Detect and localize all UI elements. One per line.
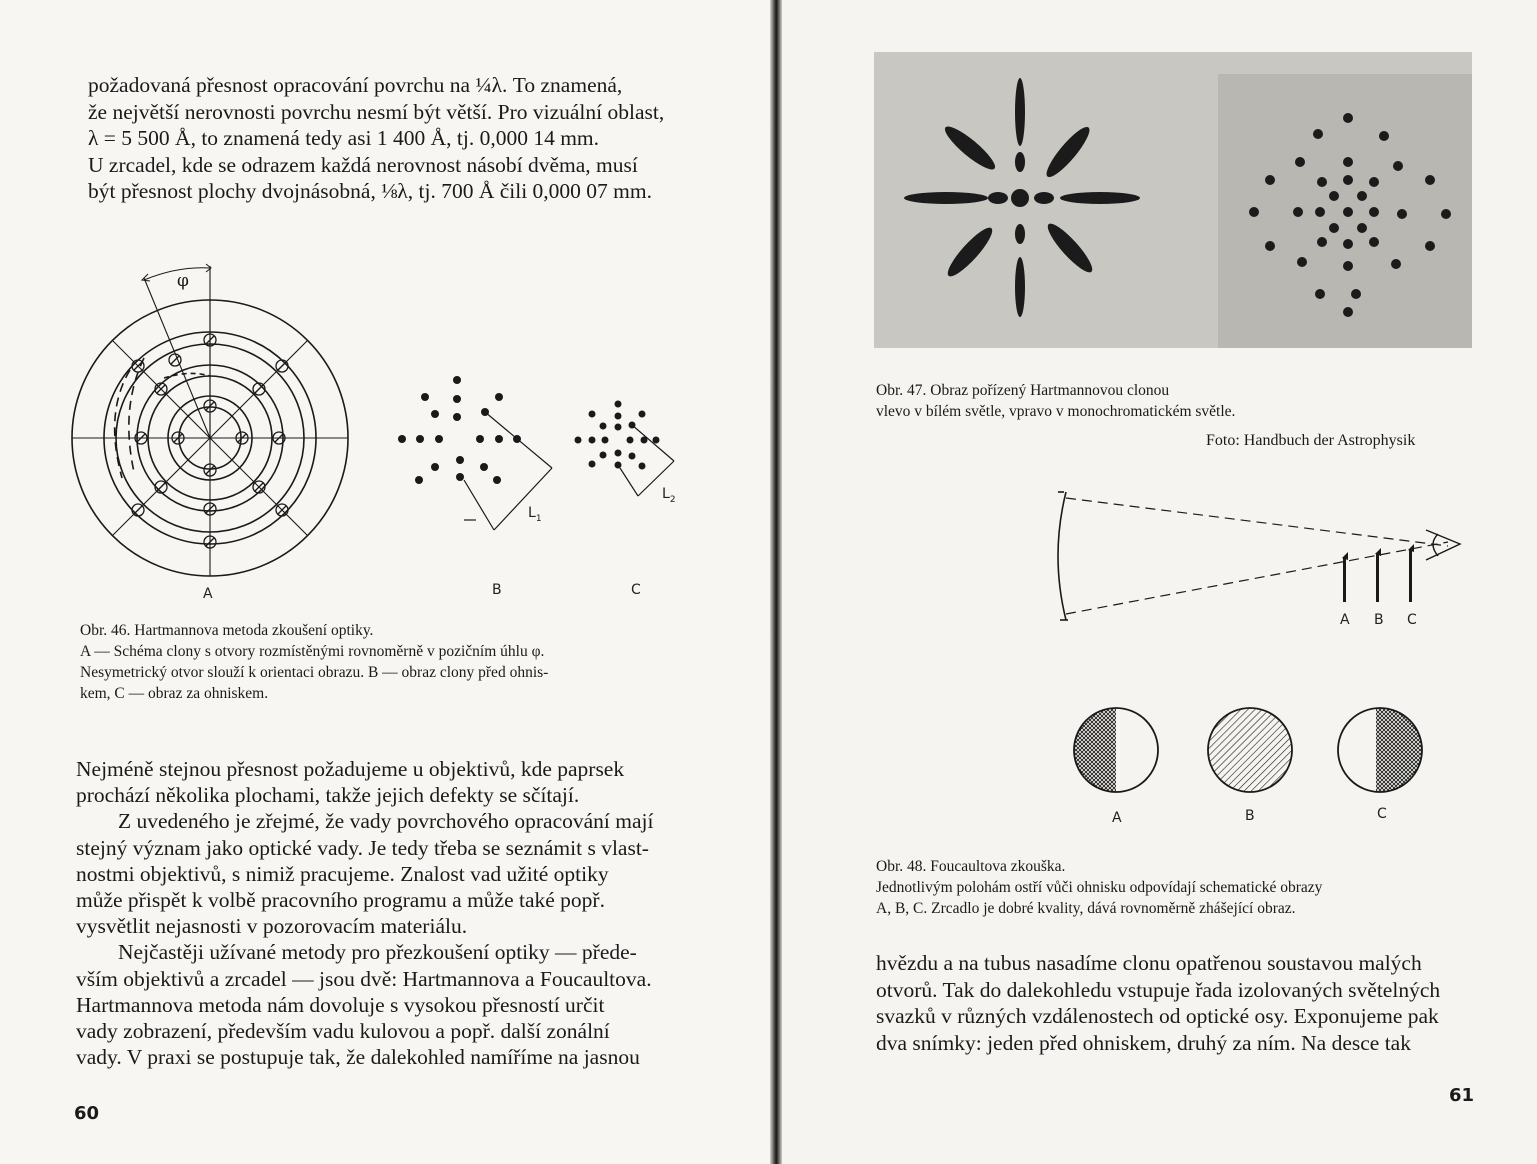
text-line: že největší nerovnosti povrchu nesmí být větší. Pro vizuální oblast, <box>88 99 665 124</box>
mirror-curve <box>1058 492 1066 620</box>
caption-line: Nesymetrický otvor slouží k orientaci obrazu. B — obraz clony před ohnis- <box>80 664 549 681</box>
label-L1: $L_1$ <box>528 505 542 524</box>
text-line: Nejméně stejnou přesnost požadujeme u objektivů, kde paprsek <box>76 757 625 781</box>
book-gutter <box>770 0 782 1164</box>
text-line: vysvětlit nejasnosti v pozorovacím materiálu. <box>76 914 468 939</box>
knife-edge-B <box>1376 554 1379 602</box>
caption-line: Jednotlivým polohám ostří vůči ohnisku odpovídají schematické obrazy <box>876 879 1323 896</box>
text-line: U zrcadel, kde se odrazem každá nerovnost násobí dvěma, musí <box>88 152 638 177</box>
hartmann-screen-diagram <box>60 258 370 588</box>
caption-line: kem, C — obraz za ohniskem. <box>80 685 269 702</box>
label-L2: $L_2$ <box>662 486 676 505</box>
page-number-left: 60 <box>74 1103 100 1124</box>
text-line: svazků v různých vzdálenostech od optické osy. Exponujeme pak <box>876 1004 1439 1028</box>
caption-line: Obr. 46. Hartmannova metoda zkoušení optiky. <box>80 622 374 639</box>
text-line: vady zobrazení, především vadu kulovou a popř. další zonální <box>76 1019 610 1044</box>
figure46-label-B: B <box>492 582 502 598</box>
blade-label-C: C <box>1407 612 1417 628</box>
disc-A <box>1074 708 1158 792</box>
text-line: prochází několika plochami, takže jejich defekty se sčítají. <box>76 783 580 808</box>
text-line: hvězdu a na tubus nasadíme clonu opatřenou soustavou malých <box>876 951 1422 975</box>
text-line: být přesnost plochy dvojnásobná, ⅛λ, tj. 700 Å čili 0,000 07 mm. <box>88 179 653 203</box>
page-number-right: 61 <box>1449 1085 1475 1106</box>
disc-label-B: B <box>1245 808 1255 824</box>
knife-edge-A <box>1343 558 1346 602</box>
text-line: Hartmannova metoda nám dovoluje s vysokou přesností určit <box>76 992 605 1017</box>
caption-line: Obr. 48. Foucaultova zkouška. <box>876 858 1066 875</box>
foucault-disc-images <box>1066 700 1436 800</box>
phi-symbol: φ <box>177 271 189 291</box>
caption-line: A, B, C. Zrcadlo je dobré kvality, dává rovnoměrně zhášející obraz. <box>876 900 1296 917</box>
text-line: nostmi objektivů, s nimiž pracujeme. Znalost vad užité optiky <box>76 861 609 886</box>
blade-label-B: B <box>1374 612 1384 628</box>
photo-credit: Foto: Handbuch der Astrophysik <box>1206 432 1416 449</box>
figure48-caption <box>876 856 1476 919</box>
left-body-text <box>76 756 676 1070</box>
text-line: Nejčastěji užívané metody pro přezkoušení optiky — přede- <box>118 940 637 965</box>
figure47-caption <box>876 380 1476 422</box>
text-line: vším objektivů a zrcadel — jsou dvě: Hartmannova a Foucaultova. <box>76 966 652 991</box>
disc-label-C: C <box>1377 806 1387 822</box>
text-line: vady. V praxi se postupuje tak, že dalekohled namíříme na jasnou <box>76 1045 640 1070</box>
disc-label-A: A <box>1112 810 1122 826</box>
disc-B <box>1208 708 1292 792</box>
caption-line: vlevo v bílém světle, vpravo v monochromatickém světle. <box>876 403 1236 420</box>
text-line: stejný význam jako optické vady. Je tedy třeba se seznámit s vlast- <box>76 835 649 860</box>
right-body-text <box>876 950 1471 1056</box>
text-line: λ = 5 500 Å, to znamená tedy asi 1 400 Å, tj. 0,000 14 mm. <box>88 126 600 150</box>
caption-line: Obr. 47. Obraz pořízený Hartmannovou clonou <box>876 382 1170 399</box>
text-line: požadovaná přesnost opracování povrchu na ¼λ. To znamená, <box>88 73 623 97</box>
top-paragraph <box>88 72 680 205</box>
figure46-label-C: C <box>631 582 641 598</box>
figure46-caption <box>80 620 680 704</box>
text-line: dva snímky: jeden před ohniskem, druhý za ním. Na desce tak <box>876 1030 1411 1055</box>
disc-C <box>1338 708 1422 792</box>
hartmann-photo <box>874 52 1472 348</box>
text-line: Z uvedeného je zřejmé, že vady povrchového opracování mají <box>118 809 654 834</box>
figure46-label-A: A <box>203 586 213 602</box>
text-line: otvorů. Tak do dalekohledu vstupuje řada izolovaných světelných <box>876 977 1441 1002</box>
knife-edge-C <box>1409 550 1412 602</box>
text-line: může přispět k volbě pracovního programu a může také popř. <box>76 888 605 913</box>
caption-line: A — Schéma clony s otvory rozmístěnými rovnoměrně v pozičním úhlu φ. <box>80 643 545 660</box>
blade-label-A: A <box>1340 612 1350 628</box>
